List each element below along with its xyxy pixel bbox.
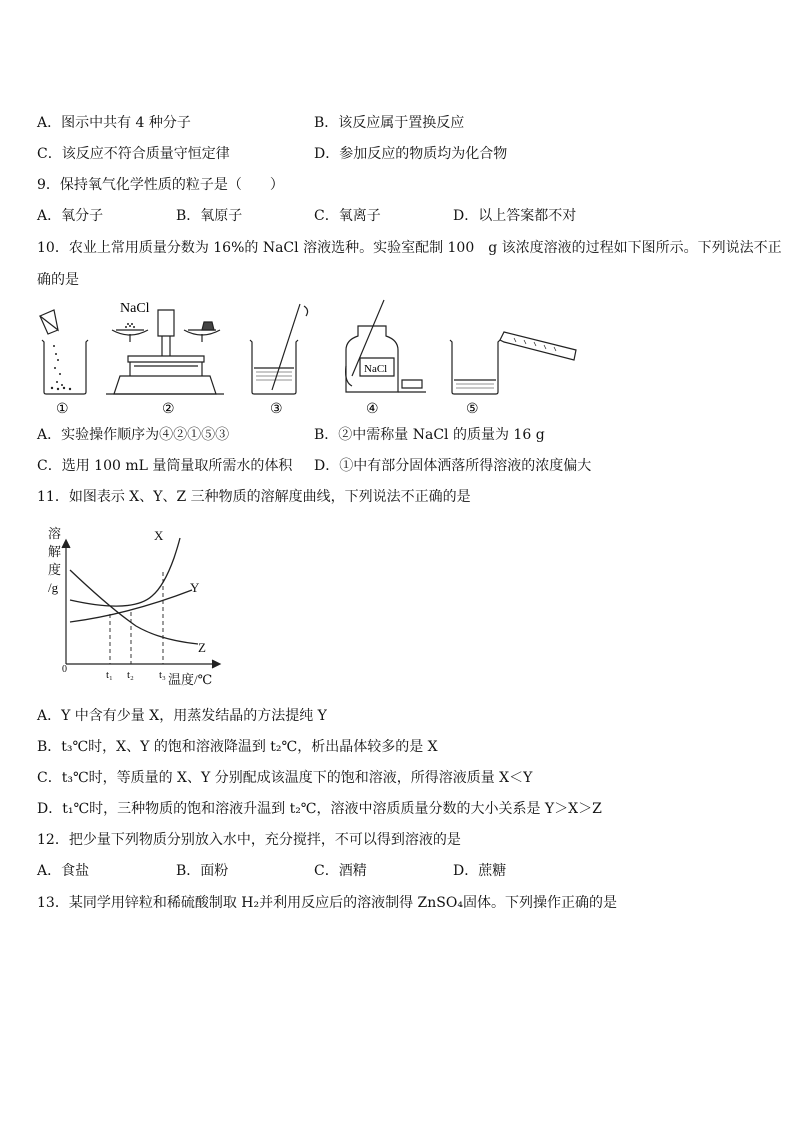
q11-option-d: D．t₁℃时，三种物质的饱和溶液升温到 t₂℃，溶液中溶质质量分数的大小关系是 Y＞X＞Z: [37, 801, 602, 817]
series-label-y: Y: [190, 580, 200, 595]
q9-option-c: C．氧离子: [314, 208, 381, 224]
q11-option-c: C．t₃℃时，等质量的 X、Y 分别配成该温度下的饱和溶液，所得溶液质量 X＜Y: [37, 770, 533, 786]
series-label-x: X: [154, 528, 164, 543]
q12-option-c: C．酒精: [314, 863, 367, 879]
q8-option-d: D．参加反应的物质均为化合物: [314, 146, 508, 162]
beaker-1-icon: [40, 310, 88, 394]
xlabel: 温度/℃: [168, 672, 213, 687]
ylabel-char-4: /g: [48, 580, 59, 595]
fig-label-5: ⑤: [466, 402, 479, 417]
origin-label: 0: [62, 664, 67, 675]
q10-option-d: D．①中有部分固体洒落所得溶液的浓度偏大: [314, 458, 592, 474]
series-label-z: Z: [198, 640, 206, 655]
q8-option-a: A．图示中共有 4 种分子: [37, 115, 191, 131]
tick-t1: t₁: [106, 669, 113, 681]
ylabel-char-2: 解: [48, 544, 62, 559]
fig-label-2: ②: [162, 402, 175, 417]
curve-z: [70, 570, 198, 644]
tick-t3: t₃: [159, 669, 166, 681]
q11-stem: 11．如图表示 X、Y、Z 三种物质的溶解度曲线，下列说法不正确的是: [37, 489, 471, 505]
ylabel-char-1: 溶: [48, 526, 62, 541]
q11-option-a: A．Y 中含有少量 X，用蒸发结晶的方法提纯 Y: [37, 708, 327, 724]
q12-option-d: D．蔗糖: [453, 863, 507, 879]
q10-stem-line1: 10．农业上常用质量分数为 16%的 NaCl 溶液选种。实验室配制 100 g 该浓度溶液的过程如下图所示。下列说法不正: [37, 240, 782, 256]
q8-option-b: B．该反应属于置换反应: [314, 115, 465, 131]
q12-option-b: B．面粉: [176, 863, 229, 879]
reagent-bottle-icon: [346, 300, 426, 392]
beaker-stir-icon: [250, 304, 308, 394]
curve-y: [70, 590, 192, 622]
q10-option-a: A．实验操作顺序为④②①⑤③: [37, 427, 230, 443]
q9-stem: 9．保持氧气化学性质的粒子是（ ）: [37, 177, 284, 193]
q12-stem: 12．把少量下列物质分别放入水中，充分搅拌，不可以得到溶液的是: [37, 832, 461, 848]
fig-label-3: ③: [270, 402, 283, 417]
q10-option-b: B．②中需称量 NaCl 的质量为 16 g: [314, 427, 545, 443]
q9-option-b: B．氧原子: [176, 208, 243, 224]
nacl-label-top: NaCl: [120, 301, 150, 316]
fig-label-4: ④: [366, 402, 379, 417]
beaker-pour-icon: [450, 332, 576, 394]
q8-option-c: C．该反应不符合质量守恒定律: [37, 146, 230, 162]
tick-t2: t₂: [127, 669, 134, 681]
q12-option-a: A．食盐: [37, 863, 90, 879]
fig-label-1: ①: [56, 402, 69, 417]
ylabel-char-3: 度: [48, 562, 62, 577]
q10-stem-line2: 确的是: [37, 272, 79, 288]
q11-option-b: B．t₃℃时，X、Y 的饱和溶液降温到 t₂℃，析出晶体较多的是 X: [37, 739, 438, 755]
q10-figure: [34, 296, 594, 420]
q13-stem: 13．某同学用锌粒和稀硫酸制取 H₂并利用反应后的溶液制得 ZnSO₄固体。下列操作正确的是: [37, 895, 617, 911]
nacl-label-bottle: NaCl: [364, 363, 388, 375]
solubility-chart: [40, 518, 230, 690]
curve-x: [70, 538, 180, 606]
q9-option-d: D．以上答案都不对: [453, 208, 577, 224]
q9-option-a: A．氧分子: [37, 208, 104, 224]
balance-icon: [106, 310, 224, 394]
q10-option-c: C．选用 100 mL 量筒量取所需水的体积: [37, 458, 293, 474]
